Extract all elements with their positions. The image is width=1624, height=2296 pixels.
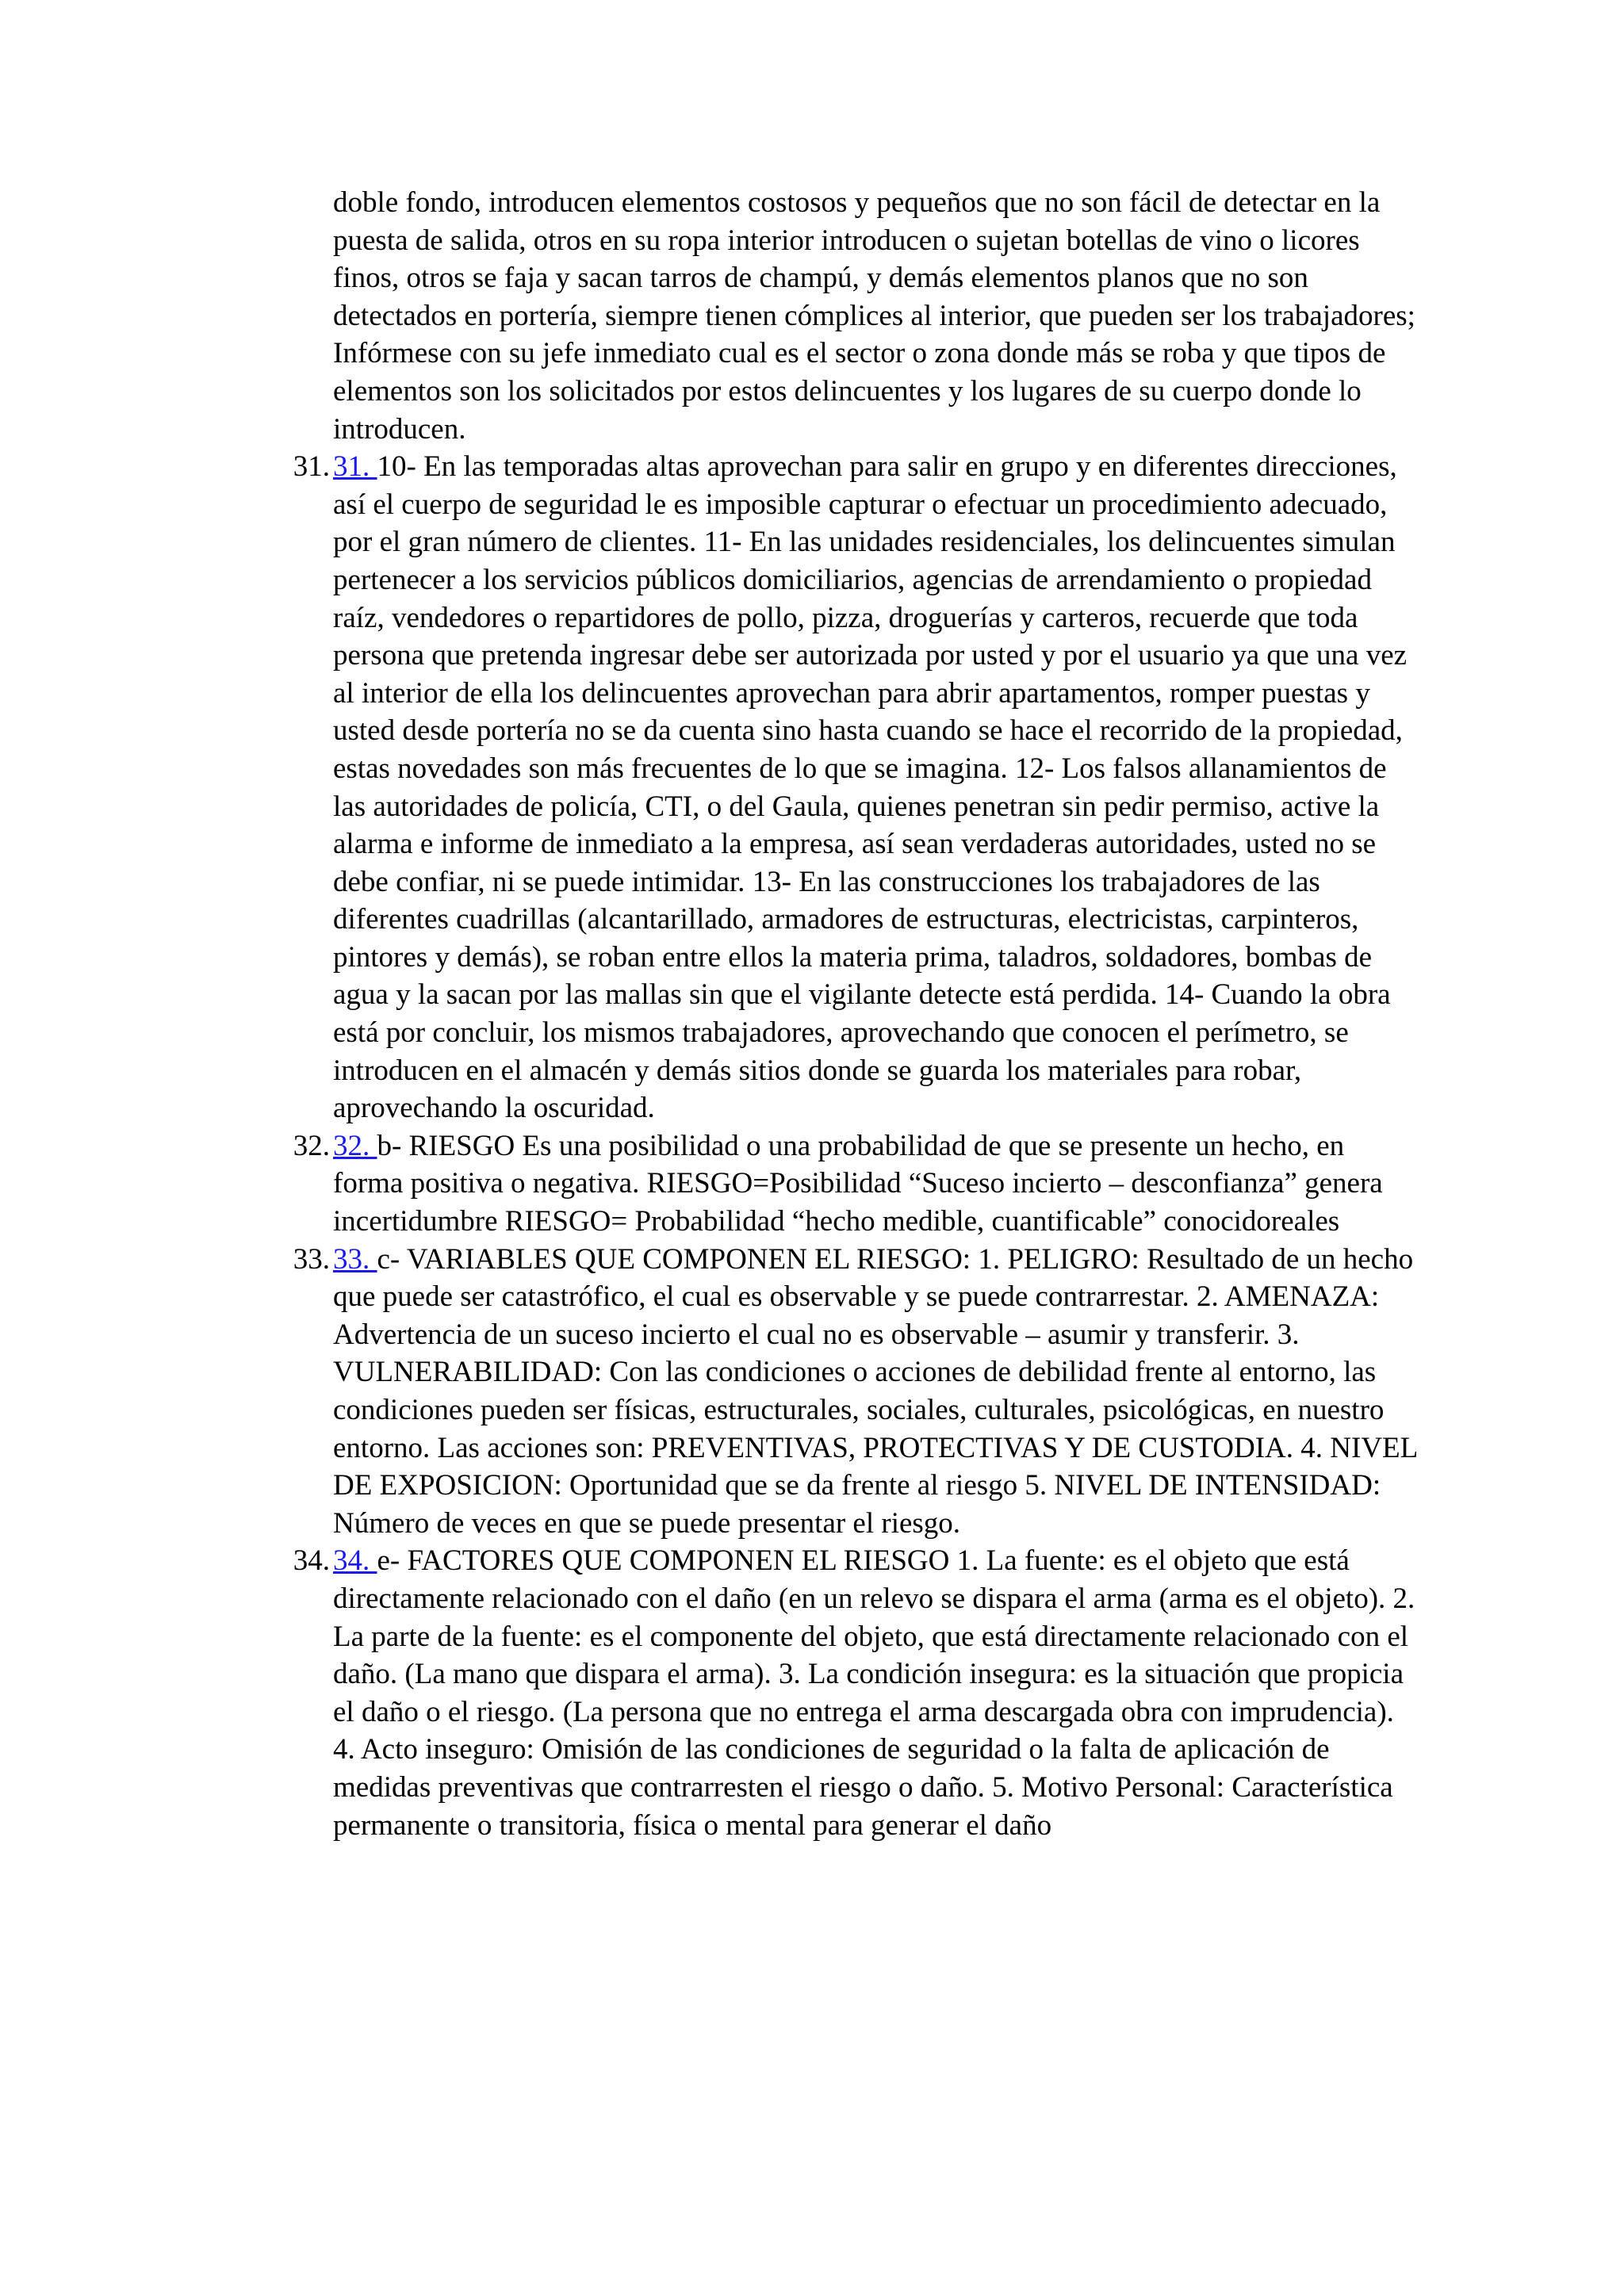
list-item-number: 31. [293, 450, 330, 484]
list-item-number: 32. [293, 1129, 330, 1162]
list-item-text: c- VARIABLES QUE COMPONEN EL RIESGO: 1. PELIGRO: Resultado de un hecho que puede ser catastrófico, el cual es observable y se puede contrarrestar. 2. AMENAZA: Advertencia de un suceso incierto el cual no es observable – asumir y transferir. 3. VULNERABILIDAD: Con las condiciones o acciones de debilidad frente al entorno, las condiciones pueden ser físicas, estructurales, sociales, culturales, psicológicas, en nuestro entorno. Las acciones son: PREVENTIVAS, PROTECTIVAS Y DE CUSTODIA. 4. NIVEL DE EXPOSICION: Oportunidad que se da frente al riesgo 5. NIVEL DE INTENSIDAD: Número de veces en que se puede presentar el riesgo. [333, 1242, 1417, 1540]
item-link-33[interactable]: 33. [333, 1242, 377, 1276]
list-item-number: 34. [293, 1544, 330, 1578]
item-link-34[interactable]: 34. [333, 1544, 377, 1578]
list-item-text: b- RIESGO Es una posibilidad o una probabilidad de que se presente un hecho, en forma positiva o negativa. RIESGO=Posibilidad “Suceso incierto – desconfianza” genera incertidumbre RIESGO= Probabilidad “hecho medible, cuantificable” conocidoreales [333, 1129, 1383, 1238]
list-item-31 [279, 448, 1421, 1127]
document-body [279, 184, 1421, 1844]
list-item-33 [279, 1241, 1421, 1543]
list-item-34 [279, 1542, 1421, 1844]
item-link-32[interactable]: 32. [333, 1129, 377, 1162]
list-item-32 [279, 1127, 1421, 1241]
list-item-text: 10- En las temporadas altas aprovechan para salir en grupo y en diferentes direcciones, así el cuerpo de seguridad le es imposible capturar o efectuar un procedimiento adecuado, por el gran número de clientes. 11- En las unidades residenciales, los delincuentes simulan pertenecer a los servicios públicos domiciliarios, agencias de arrendamiento o propiedad raíz, vendedores o repartidores de pollo, pizza, droguerías y carteros, recuerde que toda persona que pretenda ingresar debe ser autorizada por usted y por el usuario ya que una vez al interior de ella los delincuentes aprovechan para abrir apartamentos, romper puestas y usted desde portería no se da cuenta sino hasta cuando se hace el recorrido de la propiedad, estas novedades son más frecuentes de lo que se imagina. 12- Los falsos allanamientos de las autoridades de policía, CTI, o del Gaula, quienes penetran sin pedir permiso, active la alarma e informe de inmediato a la empresa, así sean verdaderas autoridades, usted no se debe confiar, ni se puede intimidar. 13- En las construcciones los trabajadores de las diferentes cuadrillas (alcantarillado, armadores de estructuras, electricistas, carpinteros, pintores y demás), se roban entre ellos la materia prima, taladros, soldadores, bombas de agua y la sacan por las mallas sin que el vigilante detecte está perdida. 14- Cuando la obra está por concluir, los mismos trabajadores, aprovechando que conocen el perímetro, se introducen en el almacén y demás sitios donde se guarda los materiales para robar, aprovechando la oscuridad. [333, 450, 1408, 1125]
list-item-text: e- FACTORES QUE COMPONEN EL RIESGO 1. La fuente: es el objeto que está directamente relacionado con el daño (en un relevo se dispara el arma (arma es el objeto). 2. La parte de la fuente: es el componente del objeto, que está directamente relacionado con el daño. (La mano que dispara el arma). 3. La condición insegura: es la situación que propicia el daño o el riesgo. (La persona que no entrega el arma descargada obra con imprudencia). 4. Acto inseguro: Omisión de las condiciones de seguridad o la falta de aplicación de medidas preventivas que contrarresten el riesgo o daño. 5. Motivo Personal: Característica permanente o transitoria, física o mental para generar el daño [333, 1544, 1415, 1842]
item-link-31[interactable]: 31. [333, 450, 377, 484]
list-item-number: 33. [293, 1242, 330, 1276]
continuation-paragraph: doble fondo, introducen elementos costosos y pequeños que no son fácil de detectar en la puesta de salida, otros en su ropa interior introducen o sujetan botellas de vino o licores finos, otros se faja y sacan tarros de champú, y demás elementos planos que no son detectados en portería, siempre tienen cómplices al interior, que pueden ser los trabajadores; Infórmese con su jefe inmediato cual es el sector o zona donde más se roba y que tipos de elementos son los solicitados por estos delincuentes y los lugares de su cuerpo donde lo introducen. [333, 186, 1415, 446]
